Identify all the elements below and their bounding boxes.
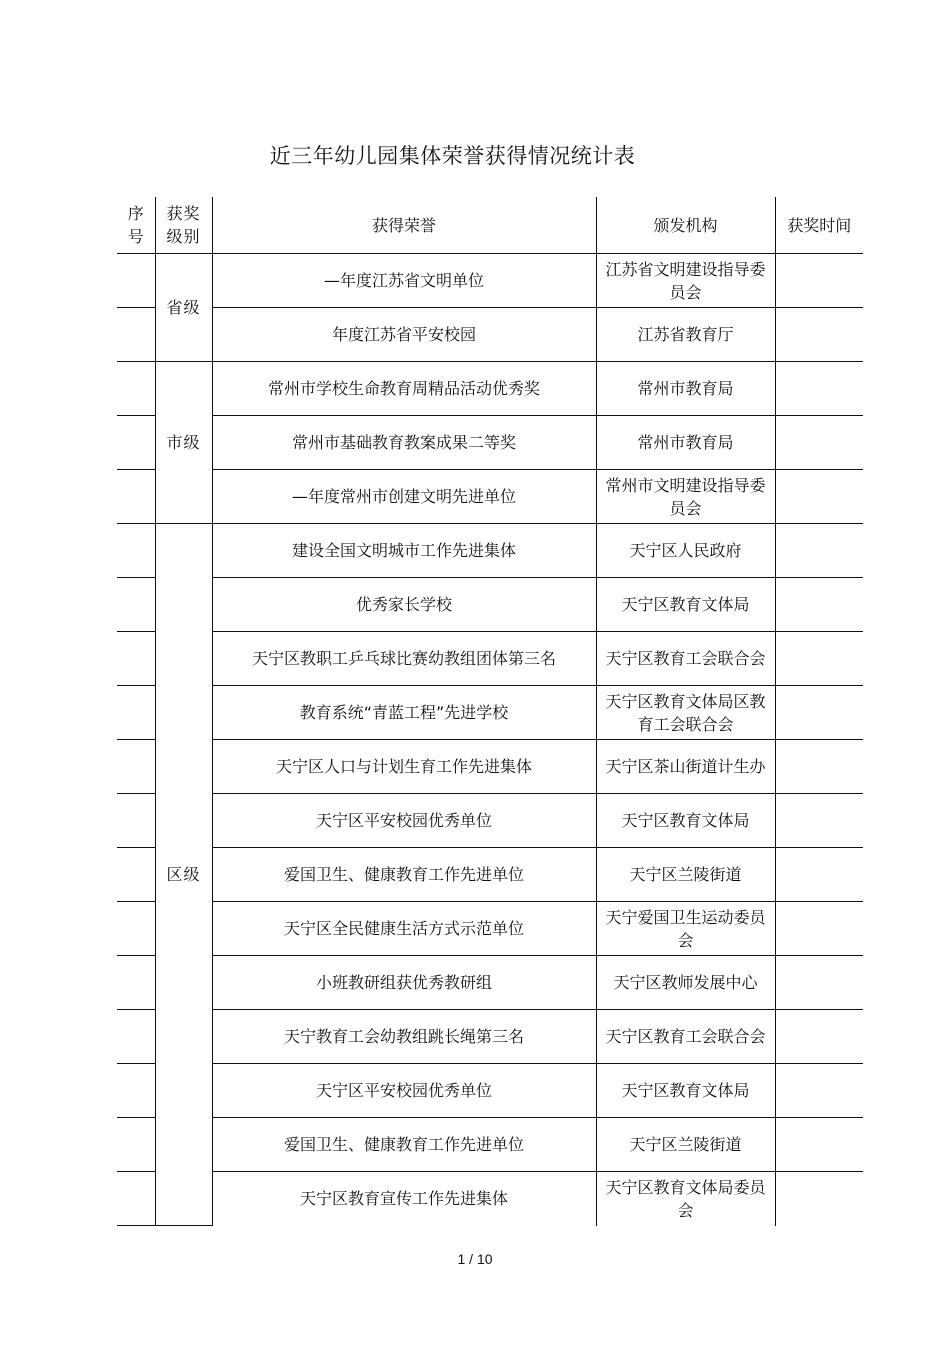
issuer-cell: 天宁区教育工会联合会 bbox=[596, 632, 775, 686]
issuer-cell: 天宁爱国卫生运动委员会 bbox=[596, 902, 775, 956]
honor-cell: 常州市学校生命教育周精品活动优秀奖 bbox=[212, 362, 596, 416]
table-row bbox=[117, 1064, 863, 1118]
honor-cell: 天宁教育工会幼教组跳长绳第三名 bbox=[212, 1010, 596, 1064]
issuer-cell: 天宁区教育文体局 bbox=[596, 794, 775, 848]
table-row bbox=[117, 470, 863, 524]
table-row bbox=[117, 308, 863, 362]
honor-cell: 天宁区平安校园优秀单位 bbox=[212, 1064, 596, 1118]
seq-cell bbox=[117, 956, 155, 1010]
header-seq: 序号 bbox=[117, 197, 155, 254]
honor-cell: —年度江苏省文明单位 bbox=[212, 254, 596, 308]
date-cell bbox=[775, 794, 863, 848]
issuer-cell: 天宁区教育文体局 bbox=[596, 1064, 775, 1118]
honor-cell: 爱国卫生、健康教育工作先进单位 bbox=[212, 848, 596, 902]
seq-cell bbox=[117, 740, 155, 794]
issuer-cell: 江苏省教育厅 bbox=[596, 308, 775, 362]
seq-cell bbox=[117, 1118, 155, 1172]
table-row bbox=[117, 1010, 863, 1064]
issuer-cell: 天宁区教育文体局 bbox=[596, 578, 775, 632]
issuer-cell: 江苏省文明建设指导委员会 bbox=[596, 254, 775, 308]
honor-cell: 建设全国文明城市工作先进集体 bbox=[212, 524, 596, 578]
table-row bbox=[117, 524, 863, 578]
issuer-cell: 天宁区茶山街道计生办 bbox=[596, 740, 775, 794]
issuer-cell: 常州市教育局 bbox=[596, 416, 775, 470]
level-cell-city: 市级 bbox=[155, 362, 212, 524]
table-row bbox=[117, 416, 863, 470]
header-honor: 获得荣誉 bbox=[212, 197, 596, 254]
honor-cell: 天宁区人口与计划生育工作先进集体 bbox=[212, 740, 596, 794]
header-date: 获奖时间 bbox=[775, 197, 863, 254]
table-row bbox=[117, 578, 863, 632]
table-row bbox=[117, 254, 863, 308]
date-cell bbox=[775, 308, 863, 362]
table-row bbox=[117, 632, 863, 686]
seq-cell bbox=[117, 1010, 155, 1064]
honor-cell: 小班教研组获优秀教研组 bbox=[212, 956, 596, 1010]
date-cell bbox=[775, 362, 863, 416]
seq-cell bbox=[117, 794, 155, 848]
seq-cell bbox=[117, 1064, 155, 1118]
table-row bbox=[117, 848, 863, 902]
date-cell bbox=[775, 902, 863, 956]
date-cell bbox=[775, 470, 863, 524]
seq-cell bbox=[117, 470, 155, 524]
seq-cell bbox=[117, 416, 155, 470]
table-row bbox=[117, 902, 863, 956]
seq-cell bbox=[117, 254, 155, 308]
date-cell bbox=[775, 1172, 863, 1226]
seq-cell bbox=[117, 524, 155, 578]
seq-cell bbox=[117, 578, 155, 632]
date-cell bbox=[775, 740, 863, 794]
seq-cell bbox=[117, 686, 155, 740]
header-level: 获奖级别 bbox=[155, 197, 212, 254]
seq-cell bbox=[117, 632, 155, 686]
honor-cell: 天宁区教育宣传工作先进集体 bbox=[212, 1172, 596, 1226]
honor-cell: 优秀家长学校 bbox=[212, 578, 596, 632]
date-cell bbox=[775, 848, 863, 902]
page-number: 1 / 10 bbox=[457, 1251, 493, 1267]
page-title: 近三年幼儿园集体荣誉获得情况统计表 bbox=[269, 144, 636, 168]
level-cell-district: 区级 bbox=[155, 524, 212, 1226]
date-cell bbox=[775, 416, 863, 470]
seq-cell bbox=[117, 848, 155, 902]
table-row bbox=[117, 362, 863, 416]
issuer-cell: 天宁区兰陵街道 bbox=[596, 1118, 775, 1172]
date-cell bbox=[775, 1118, 863, 1172]
seq-cell bbox=[117, 902, 155, 956]
date-cell bbox=[775, 254, 863, 308]
seq-cell bbox=[117, 362, 155, 416]
issuer-cell: 天宁区教师发展中心 bbox=[596, 956, 775, 1010]
honor-cell: 年度江苏省平安校园 bbox=[212, 308, 596, 362]
header-issuer: 颁发机构 bbox=[596, 197, 775, 254]
honor-cell: 天宁区平安校园优秀单位 bbox=[212, 794, 596, 848]
table-row bbox=[117, 740, 863, 794]
honor-cell: 天宁区教职工乒乓球比赛幼教组团体第三名 bbox=[212, 632, 596, 686]
honor-cell: 天宁区全民健康生活方式示范单位 bbox=[212, 902, 596, 956]
table-row bbox=[117, 686, 863, 740]
date-cell bbox=[775, 1010, 863, 1064]
date-cell bbox=[775, 632, 863, 686]
date-cell bbox=[775, 1064, 863, 1118]
table-row bbox=[117, 1118, 863, 1172]
honor-cell: —年度常州市创建文明先进单位 bbox=[212, 470, 596, 524]
issuer-cell: 天宁区教育文体局区教育工会联合会 bbox=[596, 686, 775, 740]
level-cell-province: 省级 bbox=[155, 254, 212, 362]
issuer-cell: 天宁区教育文体局委员会 bbox=[596, 1172, 775, 1226]
issuer-cell: 天宁区教育工会联合会 bbox=[596, 1010, 775, 1064]
date-cell bbox=[775, 686, 863, 740]
date-cell bbox=[775, 578, 863, 632]
seq-cell bbox=[117, 1172, 155, 1226]
table-row bbox=[117, 1172, 863, 1226]
issuer-cell: 常州市文明建设指导委员会 bbox=[596, 470, 775, 524]
honor-cell: 爱国卫生、健康教育工作先进单位 bbox=[212, 1118, 596, 1172]
table-header-row bbox=[117, 197, 863, 254]
issuer-cell: 天宁区兰陵街道 bbox=[596, 848, 775, 902]
honor-cell: 常州市基础教育教案成果二等奖 bbox=[212, 416, 596, 470]
issuer-cell: 天宁区人民政府 bbox=[596, 524, 775, 578]
table-row bbox=[117, 956, 863, 1010]
honor-cell: 教育系统“青蓝工程”先进学校 bbox=[212, 686, 596, 740]
date-cell bbox=[775, 524, 863, 578]
date-cell bbox=[775, 956, 863, 1010]
seq-cell bbox=[117, 308, 155, 362]
honors-table bbox=[117, 197, 863, 1226]
issuer-cell: 常州市教育局 bbox=[596, 362, 775, 416]
table-row bbox=[117, 794, 863, 848]
